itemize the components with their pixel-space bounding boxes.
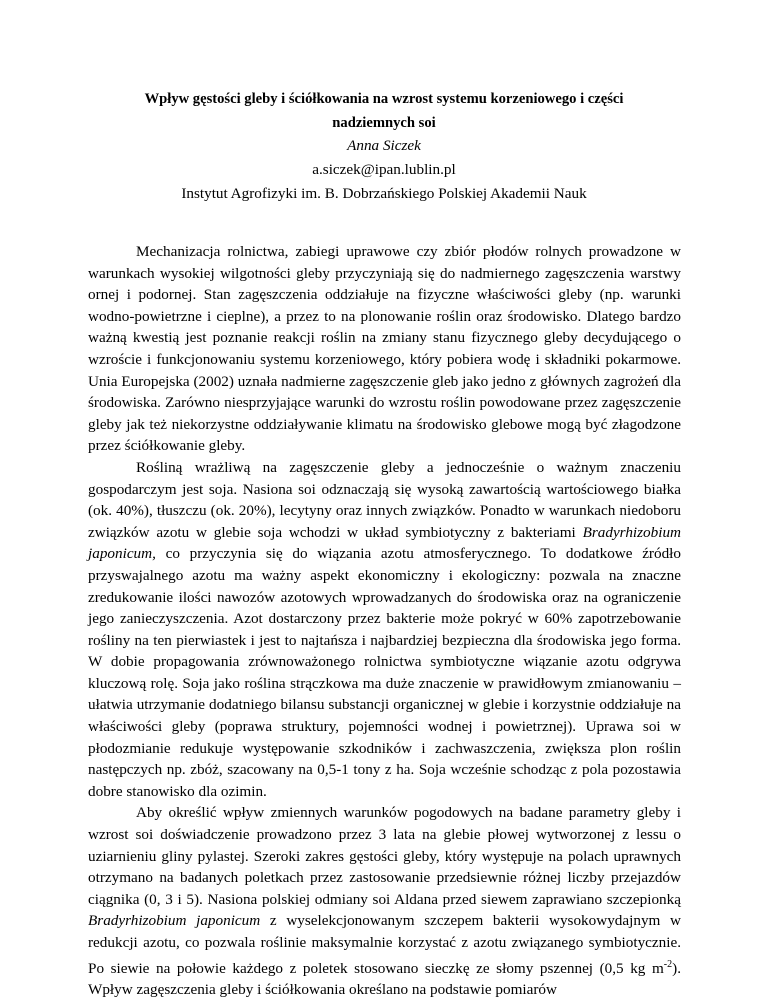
paragraph-2-text-b: co przyczynia się do wiązania azotu atmosferycznego. To dodatkowe źródło przyswajalnego azotu ma ważny aspekt ekonomiczny i ekologiczny: pozwala na znaczne zredukowanie ilości nawozów azotowych wprowadzanych do środowiska oraz na ograniczenie jego zanieczyszczenia. Azot dostarczony przez bakterie może pokryć w 60% zapotrzebowanie rośliny na ten pierwiastek i jest to najtańsza i najbardziej bezpieczna dla środowiska jego forma. W dobie propagowania zrównoważonego rolnictwa symbiotyczne wiązanie azotu odgrywa kluczową rolę. Soja jako roślina strączkowa ma duże znaczenie w prawidłowym zmianowaniu – ułatwia utrzymanie dodatniego bilansu substancji organicznej w glebie i korzystnie oddziałuje na właściwości gleby (poprawa struktury, pojemności wodnej i powietrznej). Uprawa soi w płodozmianie redukuje występowanie szkodników i zachwaszczenia, zwiększa plon roślin następczych np. zbóż, szacowany na 0,5-1 tony z ha. Soja wcześnie schodząc z pola pozostawia dobre stanowisko dla ozimin.	[88, 545, 681, 800]
paper-title	[60, 87, 708, 135]
species-name: Bradyrhizobium japonicum,	[88, 523, 682, 563]
author-email: a.siczek@ipan.lublin.pl	[312, 161, 456, 178]
abstract-body	[88, 241, 681, 1001]
paragraph-2	[88, 457, 681, 803]
author-name: Anna Siczek	[347, 137, 421, 154]
title-line-1: Wpływ gęstości gleby i ściółkowania na wzrost systemu korzeniowego i części	[144, 91, 624, 107]
paragraph-3-text-c: ). Wpływ zagęszczenia gleby i ściółkowania określano na podstawie pomiarów	[88, 959, 681, 999]
paragraph-1: Mechanizacja rolnictwa, zabiegi uprawowe czy zbiór płodów rolnych prowadzone w warunkach wysokiej wilgotności gleby przyczyniają się do nadmiernego zagęszczenia warstwy ornej i podornej. Stan zagęszczenia oddziałuje na fizyczne właściwości gleby (np. warunki wodno-powietrzne i cieplne), a przez to na plonowanie roślin oraz środowisko. Dlatego bardzo ważną kwestią jest poznanie reakcji roślin na zmiany stanu fizycznego gleby decydującego o wzroście i funkcjonowaniu systemu korzeniowego, który pobiera wodę i składniki pokarmowe. Unia Europejska (2002) uznała nadmierne zagęszczenie gleb jako jedno z głównych zagrożeń dla środowiska. Zarówno niesprzyjające warunki do wzrostu roślin powodowane przez zagęszczenie gleby jak też niekorzystne oddziaływanie klimatu na środowisko glebowe mogą być złagodzone przez ściółkowanie gleby.	[88, 243, 681, 455]
paragraph-3-text-a: Aby określić wpływ zmiennych warunków pogodowych na badane parametry gleby i wzrost soi doświadczenie prowadzono przez 3 lata na glebie płowej wytworzonej z lessu o uziarnieniu gliny pylastej. Szeroki zakres gęstości gleby, który występuje na polach uprawnych otrzymano na badanych poletkach przez zastosowanie przedsiewnie różnej liczby przejazdów ciągnika (0, 3 i 5). Nasiona polskiej odmiany soi Aldana przed siewem zaprawiano szczepionką	[88, 804, 681, 908]
unit-exponent: -2	[663, 958, 673, 970]
paragraph-2-text-a: Rośliną wrażliwą na zagęszczenie gleby a jednocześnie o ważnym znaczeniu gospodarczym jest soja. Nasiona soi odznaczają się wysoką zawartością wartościowego białka (ok. 40%), tłuszczu (ok. 20%), lecytyny oraz innych związków. Ponadto w warunkach niedoboru związków azotu w glebie soja wchodzi w układ symbiotyczny z bakteriami	[88, 458, 681, 541]
paragraph-3-text-b: z wyselekcjonowanym szczepem bakterii wysokowydajnym w redukcji azotu, co pozwala roślinie maksymalnie korzystać z azotu związanego symbiotycznie. Po siewie na połowie każdego z poletek stosowano sieczkę ze słomy pszennej (0,5 kg m	[88, 912, 682, 977]
author-institution: Instytut Agrofizyki im. B. Dobrzańskiego Polskiej Akademii Nauk	[181, 185, 587, 202]
species-name-2: Bradyrhizobium japonicum	[88, 912, 261, 930]
paragraph-3	[88, 802, 681, 1000]
title-line-2: nadziemnych soi	[332, 115, 436, 131]
